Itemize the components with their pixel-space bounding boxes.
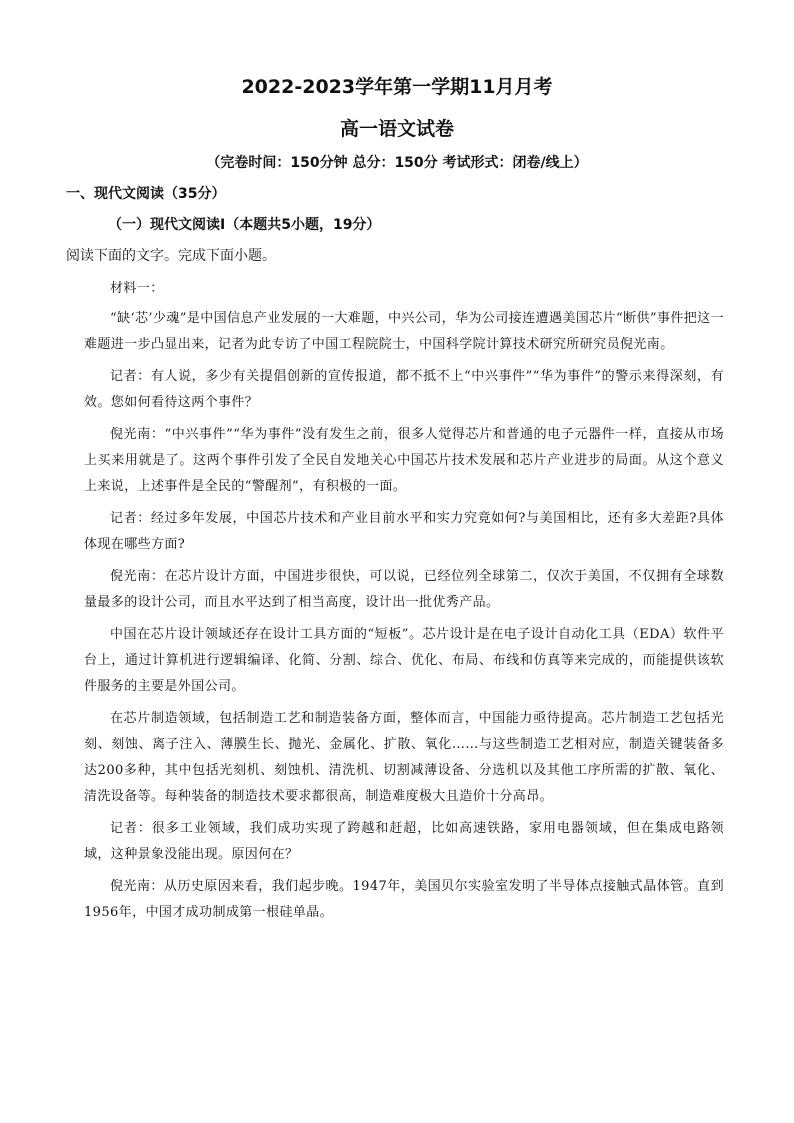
material-paragraph: 倪光南：从历史原因来看，我们起步晚。1947年，美国贝尔实验室发明了半导体点接触式晶体管。直到1956年，中国才成功制成第一根硅单晶。 — [84, 879, 724, 920]
material-paragraph: 在芯片制造领域，包括制造工艺和制造装备方面，整体而言，中国能力亟待提高。芯片制造工艺包括光刻、刻蚀、离子注入、薄膜生长、抛光、金属化、扩散、氧化……与这些制造工艺相对应，制造关键装备多达200多种，其中包括光刻机、刻蚀机、清洗机、切割减薄设备、分选机以及其他工序所需的扩散、氧化、清洗设备等。每种装备的制造技术要求都很高，制造难度极大且造价十分高昂。 — [84, 711, 724, 804]
reading-instruction: 阅读下面的文字。完成下面小题。 — [66, 248, 276, 264]
section-heading: 一、现代文阅读（35分） — [66, 186, 226, 202]
material-paragraph: “缺‘芯’少魂”是中国信息产业发展的一大难题，中兴公司，华为公司接连遭遇美国芯片“断供”事件把这一难题进一步凸显出来，记者为此专访了中国工程院院士，中国科学院计算技术研究所研究员倪光南。 — [84, 311, 724, 352]
material-paragraph: 记者：有人说，多少有关提倡创新的宣传报道，都不抵不上“中兴事件”“华为事件”的警示来得深刻，有效。您如何看待这两个事件？ — [84, 369, 724, 410]
exam-subject: 高一语文试卷 — [339, 118, 454, 140]
exam-title: 2022-2023学年第一学期11月月考 — [241, 76, 553, 98]
exam-info: （完卷时间：150分钟 总分：150分 考试形式：闭卷/线上） — [206, 155, 588, 171]
material-paragraph: 倪光南：“中兴事件”“华为事件”没有发生之前，很多人觉得芯片和普通的电子元器件一样，直接从市场上买来用就是了。这两个事件引发了全民自发地关心中国芯片技术发展和芯片产业进步的局面。从这个意义上来说，上述事件是全民的“警醒剂”，有积极的一面。 — [84, 427, 724, 494]
material-paragraph: 中国在芯片设计领域还存在设计工具方面的“短板”。芯片设计是在电子设计自动化工具（EDA）软件平台上，通过计算机进行逻辑编译、化简、分割、综合、优化、布局、布线和仿真等来完成的，而能提供该软件服务的主要是外国公司。 — [84, 627, 724, 694]
material-paragraph: 记者：很多工业领域，我们成功实现了跨越和赶超，比如高速铁路，家用电器领域，但在集成电路领域，这种景象没能出现。原因何在？ — [84, 821, 724, 862]
material-paragraph: 记者：经过多年发展，中国芯片技术和产业目前水平和实力究竟如何?与美国相比，还有多大差距?具体体现在哪些方面? — [84, 511, 724, 552]
material-paragraph: 倪光南：在芯片设计方面，中国进步很快，可以说，已经位列全球第二，仅次于美国，不仅拥有全球数量最多的设计公司，而且水平达到了相当高度，设计出一批优秀产品。 — [84, 569, 724, 610]
reading-material — [84, 276, 724, 932]
sub-section-heading: （一）现代文阅读Ⅰ（本题共5小题，19分） — [108, 217, 381, 233]
material-label: 材料一： — [110, 281, 164, 296]
